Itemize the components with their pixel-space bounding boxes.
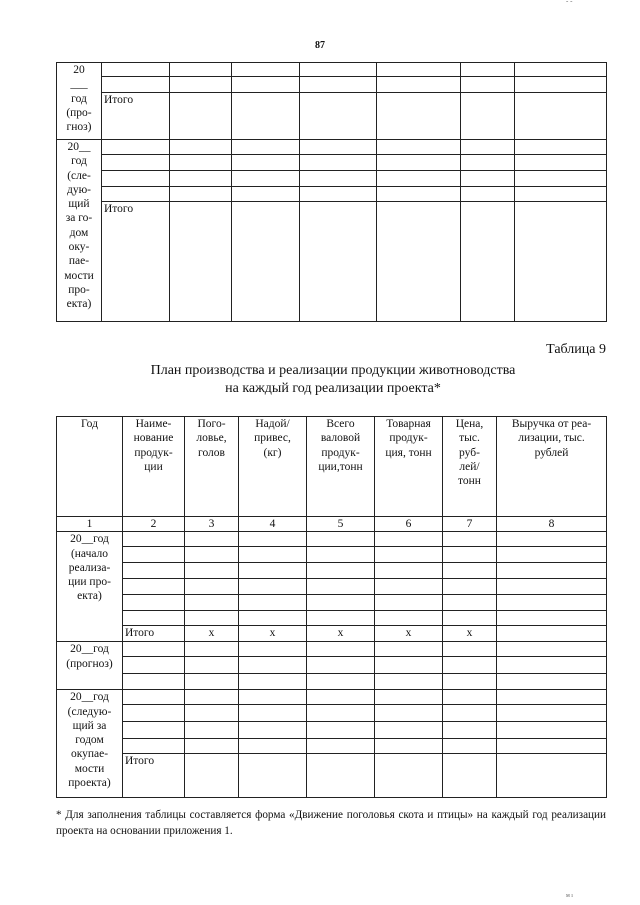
x-mark: x — [307, 626, 375, 642]
x-mark: x — [375, 626, 443, 642]
year-cell-forecast: 20__год (прогноз) — [57, 642, 123, 690]
x-mark: x — [443, 626, 497, 642]
x-mark: x — [239, 626, 307, 642]
column-number: 2 — [123, 517, 185, 532]
column-number-row — [57, 517, 607, 532]
header-row — [57, 417, 607, 517]
year-cell-start: 20__год (начало реализа- ции про- екта) — [57, 532, 123, 642]
total-label: Итого — [123, 754, 185, 798]
total-label: Итого — [123, 626, 185, 642]
header-yield: Надой/ привес, (кг) — [239, 417, 307, 517]
header-marketable-output: Товарная продук- ция, тонн — [375, 417, 443, 517]
total-label: Итого — [102, 202, 170, 322]
column-number: 5 — [307, 517, 375, 532]
table-label: Таблица 9 — [546, 342, 606, 357]
year-cell-forecast: 20 ___ год (про- гноз) — [57, 63, 102, 140]
year-cell-payback: 20__год (следую- щий за годом окупае- мости проекта) — [57, 690, 123, 798]
page-corner-mark-bottom: м ı — [566, 893, 573, 899]
total-row — [57, 626, 607, 642]
table-8-continuation — [56, 62, 607, 322]
table-title: План производства и реализации продукции животноводства на каждый год реализации проекта* — [150, 363, 516, 396]
column-number: 6 — [375, 517, 443, 532]
page-number: 87 — [315, 40, 325, 51]
header-price: Цена, тыс. руб- лей/ тонн — [443, 417, 497, 517]
total-label: Итого — [102, 93, 170, 140]
column-number: 1 — [57, 517, 123, 532]
x-mark: x — [185, 626, 239, 642]
page-corner-mark-top: - - — [566, 0, 573, 5]
column-number: 3 — [185, 517, 239, 532]
header-product-name: Наиме- нование продук- ции — [123, 417, 185, 517]
column-number: 4 — [239, 517, 307, 532]
table-9 — [56, 416, 607, 798]
header-revenue: Выручка от реа- лизации, тыс. рублей — [497, 417, 607, 517]
column-number: 8 — [497, 517, 607, 532]
year-cell-payback: 20__ год (сле- дую- щий за го- дом оку- пае- мости про- екта) — [57, 140, 102, 322]
header-livestock: Пого- ловье, голов — [185, 417, 239, 517]
header-gross-output: Всего валовой продук- ции,тонн — [307, 417, 375, 517]
column-number: 7 — [443, 517, 497, 532]
footnote: * Для заполнения таблицы составляется форма «Движение поголовья скота и птицы» на каждый год реализации проекта на основании приложения 1. — [56, 809, 606, 837]
header-year: Год — [57, 417, 123, 517]
